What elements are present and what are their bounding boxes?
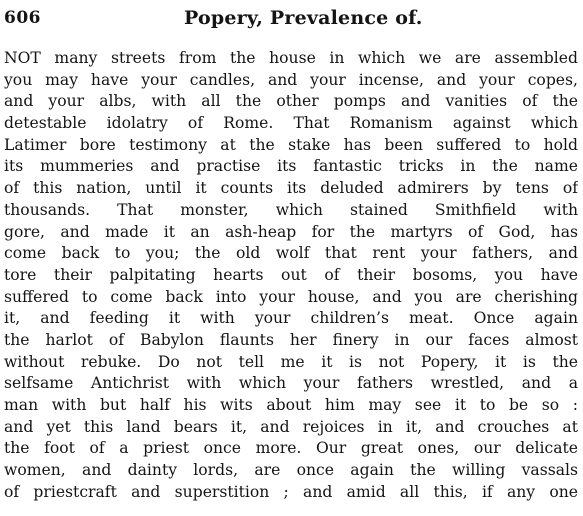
text-line: and your albs, with all the other pomps and vanities of the — [4, 92, 578, 111]
text-line: thousands. That monster, which stained Smithfield with — [4, 200, 578, 219]
text-line: of this nation, until it counts its deluded admirers by tens of — [4, 179, 578, 198]
text-line: of priestcraft and superstition ; and amid all this, if any one — [4, 482, 578, 501]
text-line: gore, and made it an ash-heap for the martyrs of God, has — [4, 222, 578, 241]
text-line: tore their palpitating hearts out of their bosoms, you have — [4, 265, 578, 284]
text-line: suffered to come back into your house, and you are cherishing — [4, 287, 578, 306]
text-line: selfsame Antichrist with which your fathers wrestled, and a — [4, 374, 578, 393]
text-line: the harlot of Babylon flaunts her finery in our faces almost — [4, 330, 578, 349]
text-line: NOT many streets from the house in which we are assembled — [4, 49, 578, 67]
page-number: 606 — [4, 8, 41, 28]
text-line: you may have your candles, and your incense, and your copes, — [4, 70, 578, 89]
text-line: its mummeries and practise its fantastic tricks in the name — [4, 157, 578, 176]
page-header — [0, 8, 583, 34]
text-line: man with but half his wits about him may see it to be so : — [4, 396, 578, 414]
text-line: it, and feeding it with your children’s meat. Once again — [4, 309, 578, 328]
text-line: without rebuke. Do not tell me it is not Popery, it is the — [4, 352, 578, 371]
text-line: the foot of a priest once more. Our great ones, our delicate — [4, 439, 578, 458]
text-line: detestable idolatry of Rome. That Romanism against which — [4, 114, 578, 133]
text-line: come back to you; the old wolf that rent your fathers, and — [4, 244, 578, 263]
running-head: Popery, Prevalence of. — [184, 7, 423, 29]
text-line: Latimer bore testimony at the stake has been suffered to hold — [4, 135, 578, 154]
text-line: and yet this land bears it, and rejoices in it, and crouches at — [4, 417, 578, 436]
text-line: women, and dainty lords, are once again the willing vassals — [4, 461, 578, 480]
body-paragraph — [4, 48, 578, 503]
